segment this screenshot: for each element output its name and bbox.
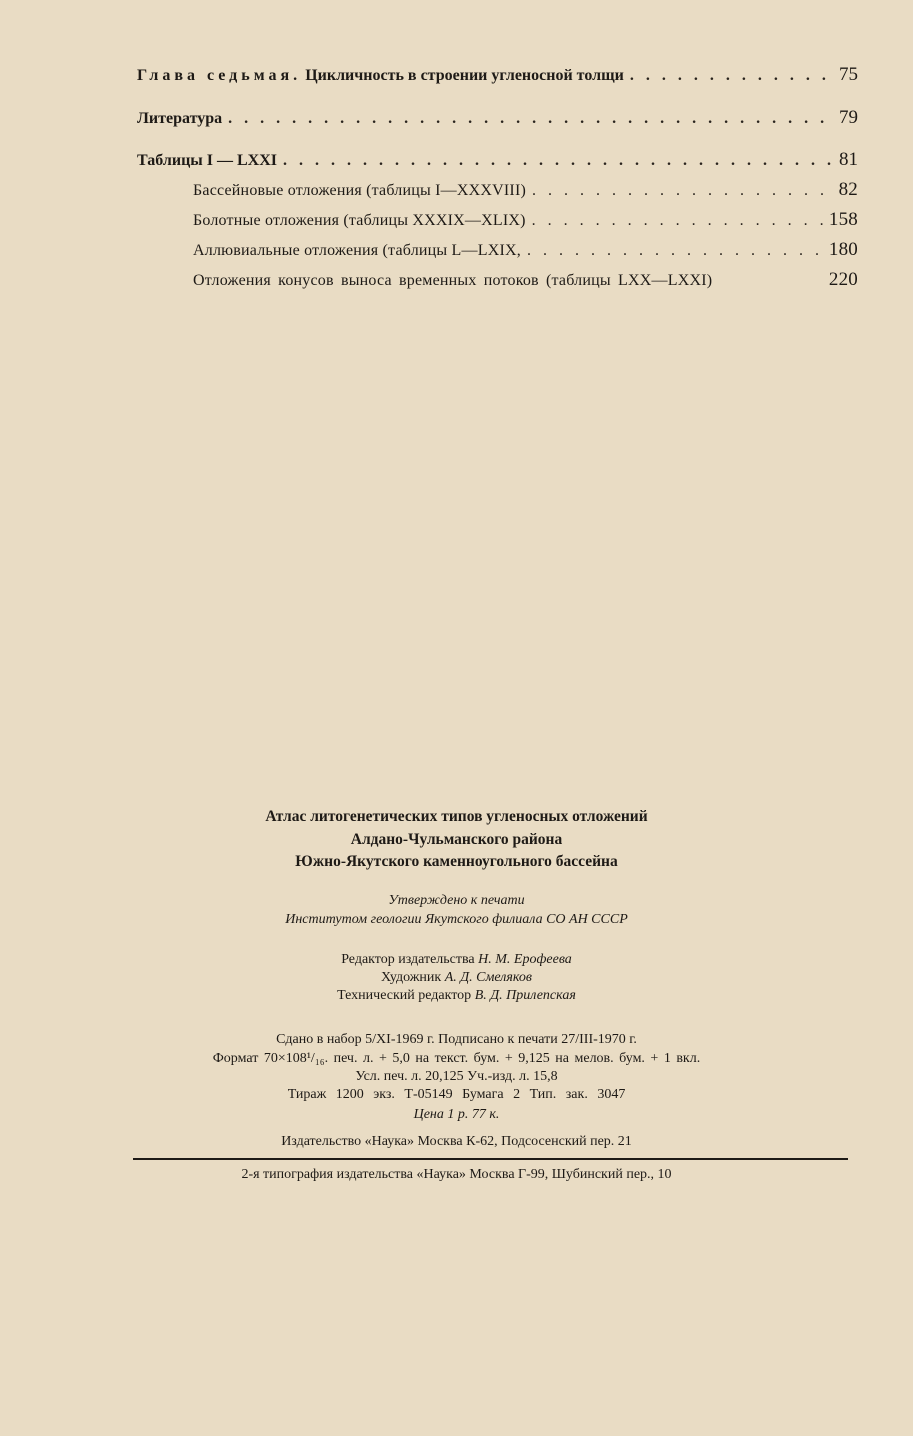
book-title-line: Южно-Якутского каменноугольного бассейна	[295, 853, 618, 870]
tables-title: Таблицы I — LXXI	[137, 152, 278, 169]
chapter-title: Цикличность в строении угленосной толщи	[305, 67, 624, 84]
toc-subitem	[193, 239, 858, 261]
printer: 2-я типография издательства «Наука» Москва Г-99, Шубинский пер., 10	[241, 1167, 672, 1182]
tech-editor-name: В. Д. Прилепская	[474, 988, 576, 1003]
artist-name: А. Д. Смеляков	[444, 970, 533, 985]
subitem-title: Аллювиальные отложения (таблицы L—LXIX,	[193, 242, 521, 259]
literature-title: Литература	[137, 110, 223, 127]
toc-subitem	[193, 179, 858, 201]
leader-dots	[532, 212, 823, 230]
editor-line	[0, 952, 913, 968]
publisher: Издательство «Наука» Москва К-62, Подсосенский пер. 21	[281, 1134, 632, 1149]
book-title-line: Алдано-Чульманского района	[350, 831, 563, 848]
price: Цена 1 р. 77 к.	[413, 1107, 500, 1122]
tech-editor-role: Технический редактор	[337, 988, 472, 1003]
page-number: 82	[838, 179, 858, 200]
divider-rule	[133, 1158, 848, 1160]
leader-dots	[228, 110, 833, 128]
print-info-line: Формат 70×108¹/₁₆. печ. л. + 5,0 на текст. бум. + 9,125 на мелов. бум. + 1 вкл.	[212, 1051, 701, 1066]
approval-line: Утверждено к печати	[388, 893, 525, 908]
page-number: 79	[839, 107, 858, 128]
page-number: 75	[839, 64, 858, 85]
toc-subitem	[193, 269, 858, 291]
leader-dots	[532, 182, 833, 200]
print-info-line: Тираж 1200 экз. Т-05149 Бумага 2 Тип. зак. 3047	[287, 1087, 626, 1102]
subitem-title: Отложения конусов выноса временных потоков (таблицы LXX—LXXI)	[193, 272, 713, 289]
editor-role: Редактор издательства	[341, 952, 475, 967]
page-number: 180	[828, 239, 858, 260]
print-info-line: Сдано в набор 5/XI-1969 г. Подписано к печати 27/III-1970 г.	[276, 1032, 637, 1047]
chapter-prefix: Глава седьмая.	[137, 67, 302, 84]
subitem-title: Болотные отложения (таблицы XXXIX—XLIX)	[193, 212, 526, 229]
toc-literature	[137, 107, 858, 129]
page-number: 81	[839, 149, 858, 170]
page-number: 158	[828, 209, 858, 230]
leader-dots	[283, 152, 833, 170]
toc-tables	[137, 149, 858, 171]
page-number: 220	[828, 269, 858, 290]
print-info-line: Усл. печ. л. 20,125 Уч.-изд. л. 15,8	[355, 1069, 558, 1084]
artist-role: Художник	[380, 970, 442, 985]
toc-chapter-7	[137, 64, 858, 86]
toc-subitem	[193, 209, 858, 231]
book-title-line: Атлас литогенетических типов угленосных отложений	[265, 808, 648, 825]
subitem-title: Бассейновые отложения (таблицы I—XXXVIII)	[193, 182, 526, 199]
leader-dots	[527, 242, 823, 260]
artist-line	[0, 970, 913, 986]
editor-name: Н. М. Ерофеева	[478, 952, 572, 967]
approval-line: Институтом геологии Якутского филиала СО АН СССР	[285, 912, 628, 927]
tech-editor-line	[0, 988, 913, 1004]
leader-dots	[630, 67, 833, 85]
